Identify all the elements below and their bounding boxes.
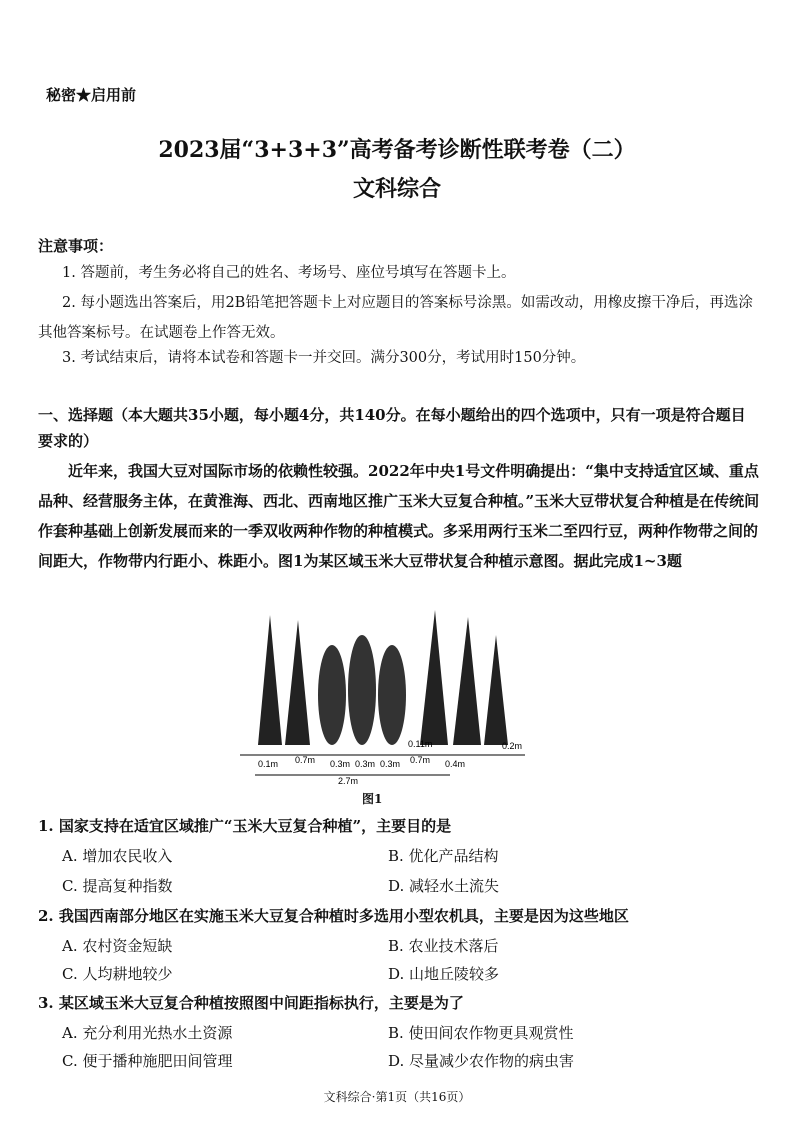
soybean-rows	[318, 635, 406, 745]
question-1-option-b: B. 优化产品结构	[388, 847, 499, 865]
question-1-option-c: C. 提高复种指数	[62, 877, 173, 895]
question-2-option-c: C. 人均耕地较少	[62, 965, 173, 983]
notice-heading: 注意事项：	[38, 237, 114, 255]
question-3-option-c: C. 便于播种施肥田间管理	[62, 1052, 233, 1070]
section-heading: 一、选择题（本大题共35小题，每小题4分，共140分。在每小题给出的四个选项中，只有一项是符合题目要求的）	[38, 406, 746, 450]
question-2-option-d: D. 山地丘陵较多	[388, 965, 500, 983]
exam-title: 2023届“3+3+3”高考备考诊断性联考卷（二）	[158, 137, 636, 163]
notice-item-3: 3. 考试结束后，请将本试卷和答题卡一并交回。满分300分，考试用时150分钟。	[62, 350, 586, 366]
question-2-stem: 2. 我国西南部分地区在实施玉米大豆复合种植时多选用小型农机具，主要是因为这些地区	[38, 907, 629, 925]
question-1-stem: 1. 国家支持在适宜区域推广“玉米大豆复合种植”，主要目的是	[38, 817, 452, 835]
label-0-3m-c: 0.3m	[380, 759, 401, 769]
exam-subject: 文科综合	[352, 176, 441, 202]
question-3-stem: 3. 某区域玉米大豆复合种植按照图中间距指标执行，主要是为了	[38, 994, 464, 1012]
label-0-7m-a: 0.7m	[295, 755, 316, 765]
notice-item-2: 2. 每小题选出答案后，用2B铅笔把答题卡上对应题目的答案标号涂黑。如需改动，用橡皮擦干净后，再选涂其他答案标号。在试题卷上作答无效。	[38, 295, 753, 341]
question-1-option-d: D. 减轻水土流失	[388, 877, 500, 895]
question-2-option-b: B. 农业技术落后	[388, 937, 499, 955]
label-0-1m-a: 0.1m	[258, 759, 279, 769]
confidential-mark: 秘密★启用前	[46, 86, 137, 104]
label-0-2m: 0.2m	[502, 741, 523, 751]
question-3-option-b: B. 使田间农作物更具观赏性	[388, 1024, 574, 1042]
reading-passage: 近年来，我国大豆对国际市场的依赖性较强。2022年中央1号文件明确提出：“集中支持适宜区域、重点品种、经营服务主体，在黄淮海、西北、西南地区推广玉米大豆复合种植。”玉米大豆带状复合种植是在传统间作套种基础上创新发展而来的一季双收两种作物的种植模式。多采用两行玉米二至四行豆，两种作物带之间的间距大，作物带内行距小、株距小。图1为某区域玉米大豆带状复合种植示意图。据此完成1~3题	[38, 462, 760, 570]
page-footer: 文科综合·第1页（共16页）	[323, 1090, 471, 1104]
question-3-option-d: D. 尽量减少农作物的病虫害	[388, 1052, 575, 1070]
intercropping-diagram	[240, 595, 530, 787]
corn-row-left	[258, 615, 310, 745]
label-0-11m: 0.11m	[408, 739, 433, 749]
question-3-option-a: A. 充分利用光热水土资源	[62, 1024, 233, 1042]
corn-row-right	[420, 610, 508, 745]
label-0-7m-b: 0.7m	[410, 755, 431, 765]
label-0-3m-a: 0.3m	[330, 759, 351, 769]
notice-item-1: 1. 答题前，考生务必将自己的姓名、考场号、座位号填写在答题卡上。	[62, 265, 516, 281]
label-2-7m: 2.7m	[338, 776, 359, 786]
figure-caption: 图1	[362, 792, 383, 806]
question-1-option-a: A. 增加农民收入	[62, 847, 173, 865]
label-0-4m: 0.4m	[445, 759, 466, 769]
label-0-3m-b: 0.3m	[355, 759, 376, 769]
question-2-option-a: A. 农村资金短缺	[62, 937, 173, 955]
